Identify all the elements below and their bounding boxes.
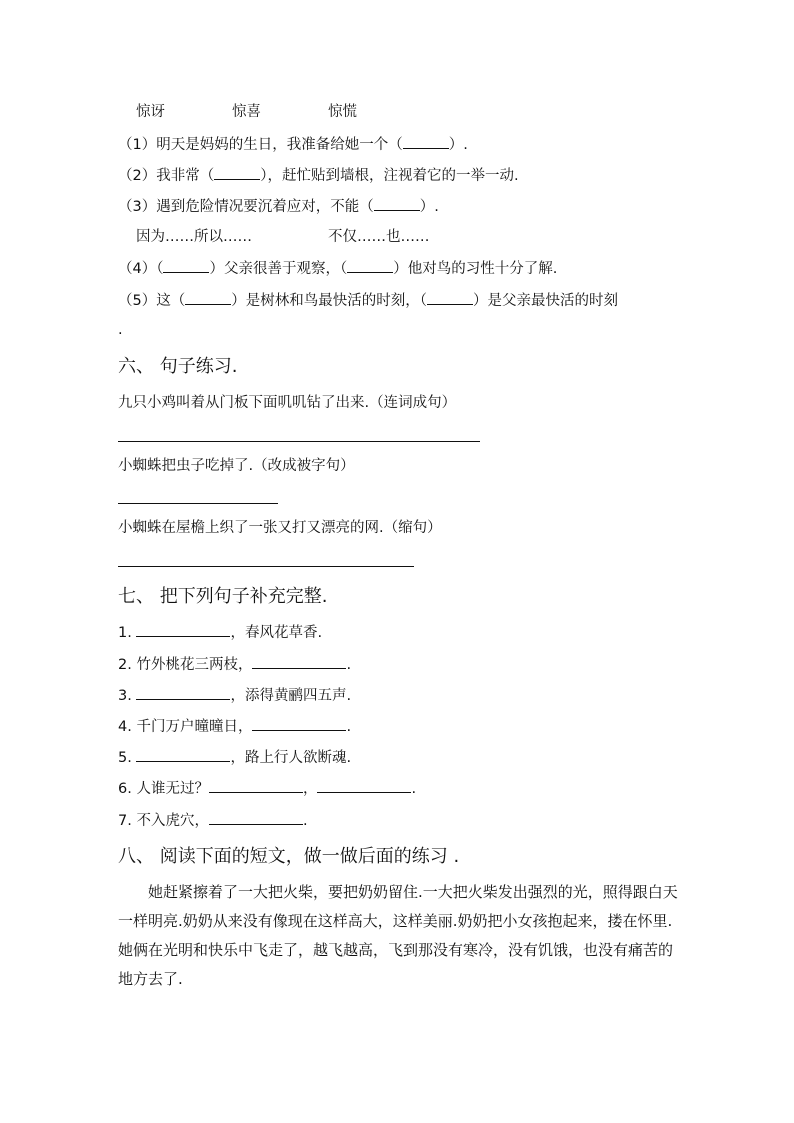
answer-blank[interactable] [427,290,473,305]
sentence-task-2: 小蜘蛛把虫子吃掉了.（改成被字句） [118,458,355,474]
poem-line-1-text: ，春风花草香. [230,625,323,641]
word-option-2: 惊喜 [232,104,261,120]
poem-line-5-num: 5. [118,750,132,766]
answer-line[interactable] [118,566,414,567]
question-5-b: ）是树林和鸟最快活的时刻，（ [231,293,427,309]
section-7-heading: 七、 把下列句子补充完整. [118,586,328,607]
question-5 [118,290,618,311]
answer-line[interactable] [118,503,278,504]
section-6-heading: 六、 句子练习. [118,356,238,377]
question-5-end: . [118,322,123,338]
answer-blank[interactable] [317,778,411,793]
conjunction-option-2: 不仅……也…… [328,229,430,245]
answer-blank[interactable] [374,196,420,211]
question-4-c: ）他对鸟的习性十分了解. [393,261,558,277]
poem-line-1 [118,622,322,643]
question-4 [118,258,557,279]
question-5-a: （5）这（ [118,293,186,309]
answer-blank[interactable] [163,258,209,273]
answer-blank[interactable] [347,258,393,273]
answer-blank[interactable] [252,654,346,669]
answer-blank[interactable] [214,165,260,180]
question-4-b: ）父亲很善于观察，（ [209,261,348,277]
poem-line-2 [118,654,351,675]
question-2-text: （2）我非常（ [118,168,215,184]
poem-line-6-end: . [411,781,417,797]
poem-line-7-end: . [302,813,308,829]
poem-line-3-num: 3. [118,688,132,704]
answer-blank[interactable] [209,810,303,825]
question-3-end: ）. [419,199,439,215]
section-8-heading: 八、 阅读下面的短文，做一做后面的练习 . [118,846,460,867]
answer-blank[interactable] [403,134,449,149]
answer-blank[interactable] [136,622,230,637]
poem-line-4-end: . [346,719,352,735]
poem-line-3 [118,685,351,706]
question-1-end: ）. [448,137,468,153]
question-4-a: （4）（ [118,261,164,277]
poem-line-5 [118,747,351,768]
answer-blank[interactable] [136,685,230,700]
question-2-end: ），赶忙贴到墙根，注视着它的一举一动. [260,168,519,184]
conjunction-option-1: 因为……所以…… [136,229,252,245]
poem-line-4-text: 4. 千门万户曈曈日， [118,719,253,735]
poem-line-1-num: 1. [118,625,132,641]
question-5-c: ）是父亲最快活的时刻 [472,293,618,309]
sentence-task-1: 九只小鸡叫着从门板下面叽叽钻了出来.（连词成句） [118,395,457,411]
poem-line-4 [118,716,351,737]
question-3 [118,196,439,217]
word-option-3: 惊慌 [328,104,357,120]
word-option-1: 惊讶 [136,104,165,120]
poem-line-2-text: 2. 竹外桃花三两枝， [118,657,253,673]
sentence-task-3: 小蜘蛛在屋檐上织了一张又打又漂亮的网.（缩句） [118,520,442,536]
poem-line-5-text: ，路上行人欲断魂. [230,750,352,766]
question-1-text: （1）明天是妈妈的生日，我准备给她一个（ [118,137,403,153]
poem-line-6 [118,778,416,799]
answer-blank[interactable] [185,290,231,305]
answer-blank[interactable] [252,716,346,731]
answer-blank[interactable] [136,747,230,762]
question-3-text: （3）遇到危险情况要沉着应对，不能（ [118,199,374,215]
question-2 [118,165,519,186]
poem-line-3-text: ，添得黄鹂四五声. [230,688,352,704]
poem-line-7-text: 7. 不入虎穴， [118,813,209,829]
answer-line[interactable] [118,441,480,442]
reading-passage: 她赶紧擦着了一大把火柴，要把奶奶留住.一大把火柴发出强烈的光，照得跟白天一样明亮.奶奶从来没有像现在这样高大，这样美丽.奶奶把小女孩抱起来，搂在怀里.她俩在光明和快乐中飞走了，越飞越高，飞到那没有寒冷，没有饥饿，也没有痛苦的地方去了. [118,883,678,988]
poem-line-2-end: . [346,657,352,673]
poem-line-6-mid: ， [302,781,318,797]
poem-line-6-text: 6. 人谁无过？ [118,781,209,797]
question-1 [118,134,468,155]
answer-blank[interactable] [209,778,303,793]
poem-line-7 [118,810,308,831]
